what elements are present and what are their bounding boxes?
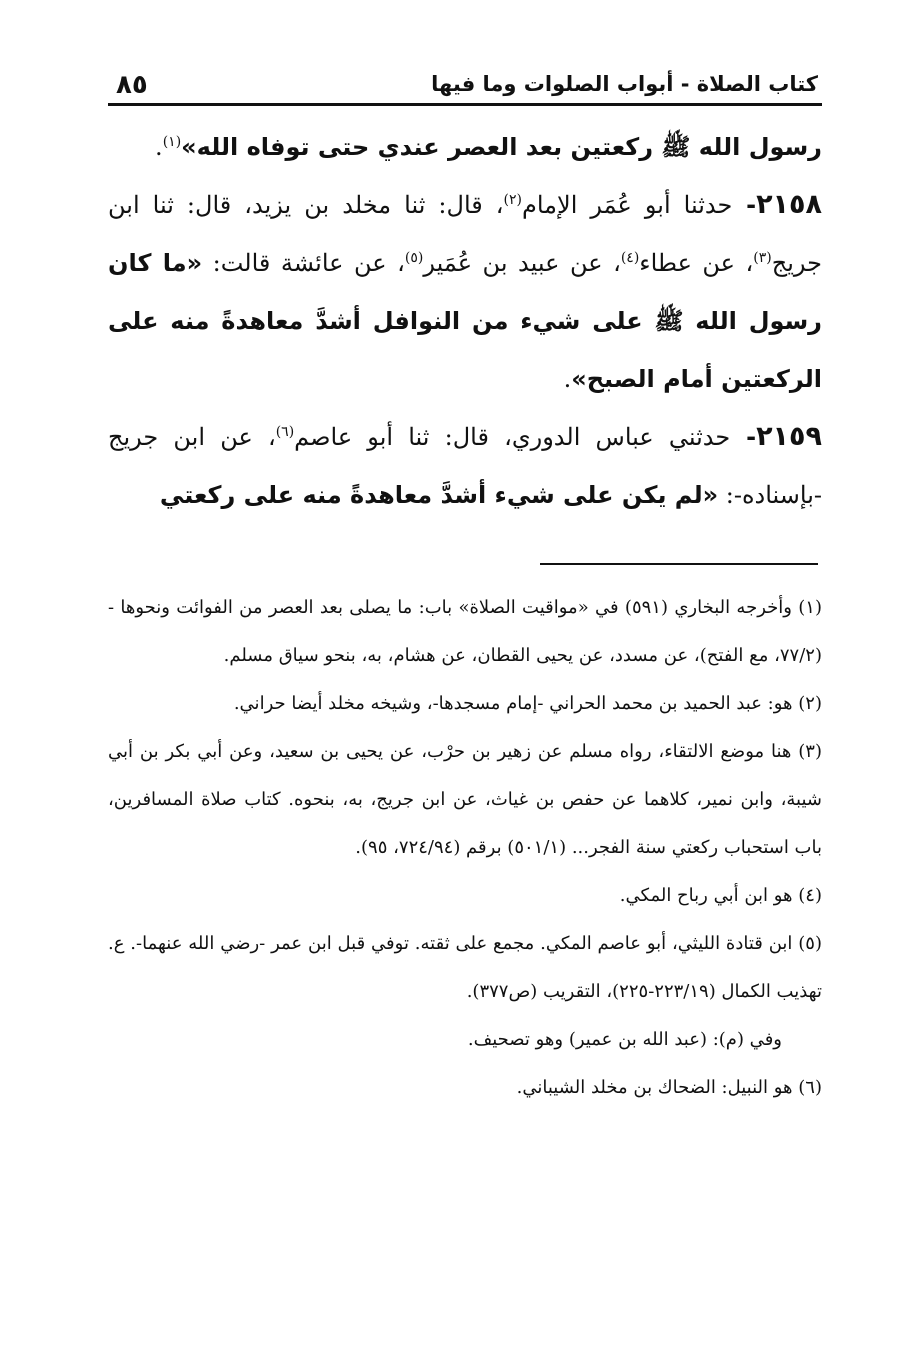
footnote-6: (٦) هو النبيل: الضحاك بن مخلد الشيباني. xyxy=(516,1077,822,1098)
isnad-text: حدثنا أبو عُمَر الإمام xyxy=(522,191,733,219)
hadith-number: ٢١٥٩ xyxy=(756,421,822,452)
isnad-text: ، قال: ثنا مخلد بن يزيد، قال: ثنا ابن جريج xyxy=(108,191,822,277)
hadith-dash: - xyxy=(730,423,757,451)
hadith-text: رسول الله ﷺ ركعتين بعد العصر عندي حتى توفاه الله» xyxy=(181,133,822,161)
punctuation: . xyxy=(155,133,163,161)
footnote-ref: (٥) xyxy=(404,250,424,266)
footnote-ref: (٦) xyxy=(275,424,295,440)
footnote-4: (٤) هو ابن أبي رباح المكي. xyxy=(619,885,822,906)
page-number: ٨٥ xyxy=(116,70,148,100)
footnote-1: (١) وأخرجه البخاري (٥٩١) في «مواقيت الصلاة» باب: ما يصلى بعد العصر من الفوائت ونحوها - (٧٧/٢، مع الفتح)، عن مسدد، عن يحيى القطان، عن هشام، به، بنحو سياق مسلم. xyxy=(108,597,822,666)
hadith-number: ٢١٥٨ xyxy=(756,189,822,220)
running-header xyxy=(108,58,822,98)
hadith-2159 xyxy=(108,408,822,524)
footnote-5: (٥) ابن قتادة الليثي، أبو عاصم المكي. مجمع على ثقته. توفي قبل ابن عمر -رضي الله عنهما-. ع. تهذيب الكمال (٢٢٣/١٩-٢٢٥)، التقريب (ص٣٧٧). xyxy=(108,933,822,1002)
hadith-2158 xyxy=(108,176,822,408)
hadith-matn: «ما كان رسول الله ﷺ على شيء من النوافل أشدَّ معاهدةً منه على الركعتين أمام الصبح» xyxy=(108,249,822,393)
footnote-ref: (٤) xyxy=(620,250,640,266)
hadith-dash: - xyxy=(732,191,757,219)
footnote-ref: (١) xyxy=(162,134,182,150)
footnote-separator xyxy=(540,563,818,565)
punctuation: . xyxy=(563,365,572,393)
header-rule xyxy=(108,103,822,106)
main-text xyxy=(108,118,822,524)
isnad-text: ، عن عائشة قالت: xyxy=(202,249,405,277)
chapter-title: كتاب الصلاة - أبواب الصلوات وما فيها xyxy=(431,72,818,96)
paragraph-continuation xyxy=(108,118,822,176)
footnote-5-continuation: وفي (م): (عبد الله بن عمير) وهو تصحيف. xyxy=(467,1029,782,1050)
isnad-text: ، عن ابن جريج -بإسناده-: xyxy=(108,423,822,509)
footnote-2: (٢) هو: عبد الحميد بن محمد الحراني -إمام مسجدها-، وشيخه مخلد أيضا حراني. xyxy=(233,693,822,714)
footnotes xyxy=(108,584,822,1112)
hadith-matn: «لم يكن على شيء أشدَّ معاهدةً منه على ركعتي xyxy=(159,481,719,509)
isnad-text: حدثني عباس الدوري، قال: ثنا أبو عاصم xyxy=(294,423,731,451)
isnad-text: ، عن عبيد بن عُمَير xyxy=(423,249,621,277)
footnote-3: (٣) هنا موضع الالتقاء، رواه مسلم عن زهير بن حرْب، عن يحيى بن سعيد، وعن أبي بكر بن أبي شيبة، وابن نمير، كلاهما عن حفص بن غياث، عن ابن جريج، به، بنحوه. كتاب صلاة المسافرين، باب استحباب ركعتي سنة الفجر... (٥٠١/١) برقم (٧٢٤/٩٤، ٩٥). xyxy=(108,741,822,858)
footnote-ref: (٣) xyxy=(753,250,772,266)
footnote-ref: (٢) xyxy=(503,192,522,208)
isnad-text: ، عن عطاء xyxy=(639,249,754,277)
